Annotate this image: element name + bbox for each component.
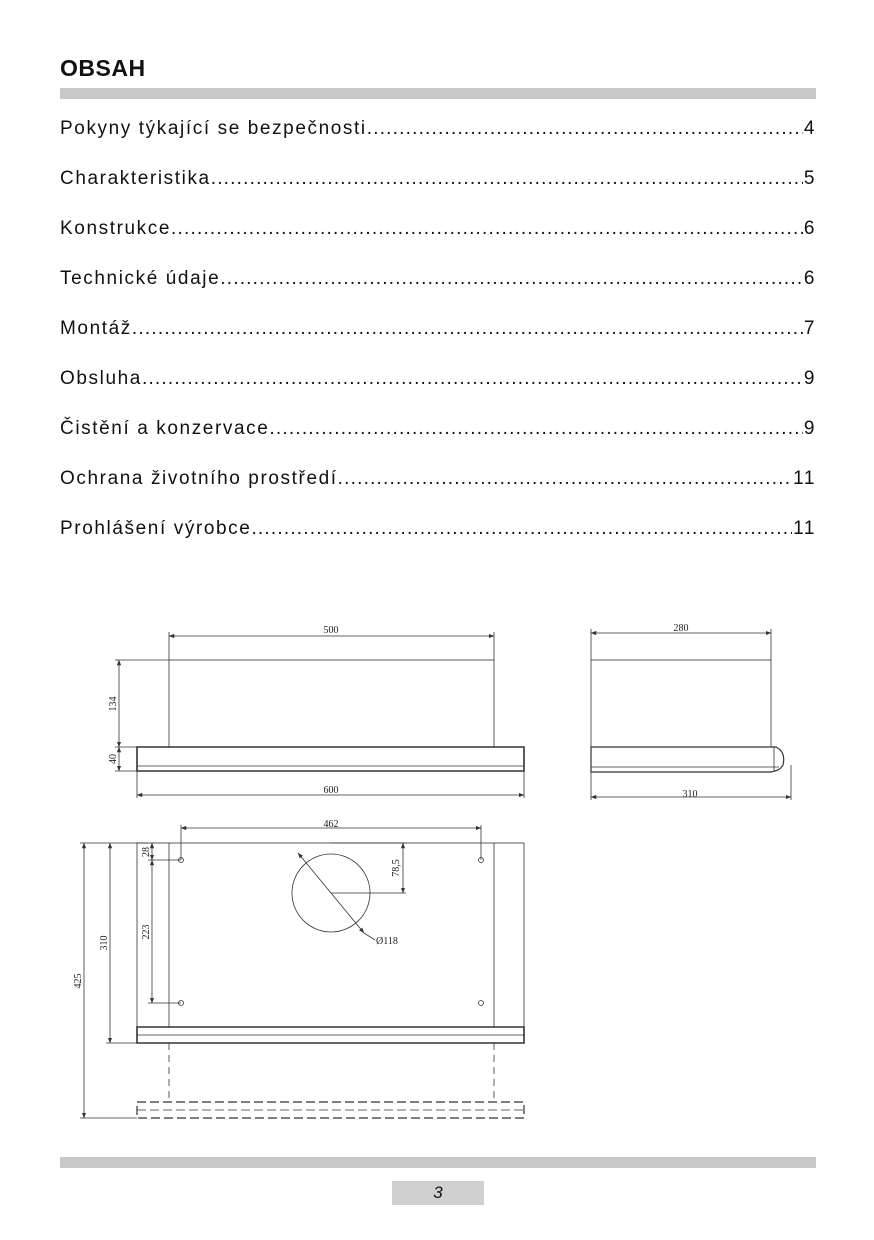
toc-entry-label: Charakteristika — [60, 168, 211, 189]
dim-label-425: 425 — [73, 973, 84, 989]
toc-entry-label: Prohlášení výrobce — [60, 518, 252, 539]
front-panel-outline — [137, 747, 524, 771]
dim-label-78-5: 78,5 — [391, 859, 402, 877]
dim-label-310-plan: 310 — [99, 935, 110, 951]
side-body-outline — [591, 660, 771, 747]
plan-outline — [137, 843, 524, 1027]
dim-label-280: 280 — [673, 623, 689, 634]
toc-entry-page: 6 — [803, 268, 816, 289]
side-panel-outline — [591, 747, 784, 772]
dim-label-600: 600 — [323, 785, 339, 796]
toc-entry-label: Konstrukce — [60, 218, 172, 239]
toc-entry-page: 7 — [803, 318, 816, 339]
toc-entry-label: Čistění a konzervace — [60, 418, 270, 439]
page-title: OBSAH — [60, 55, 146, 81]
toc-entry-page: 11 — [793, 518, 816, 539]
dim-label-40: 40 — [108, 754, 119, 764]
front-view — [108, 625, 524, 798]
dim-label-223: 223 — [141, 924, 152, 940]
mounting-hole — [479, 1001, 484, 1006]
toc-entry-label: Technické údaje — [60, 268, 221, 289]
plan-view — [73, 819, 524, 1118]
dim-label-462: 462 — [323, 819, 339, 830]
dim-label-310-side: 310 — [682, 789, 698, 800]
dim-label-duct-diameter: Ø118 — [376, 936, 398, 947]
front-body-outline — [169, 660, 494, 747]
toc-entry-label: Obsluha — [60, 368, 142, 389]
toc-entry-page: 5 — [803, 168, 816, 189]
toc-entry-page: 6 — [803, 218, 816, 239]
toc-entry-label: Montáž — [60, 318, 132, 339]
toc-entry-label: Ochrana životního prostředí — [60, 468, 338, 489]
dim-label-28: 28 — [141, 847, 152, 857]
toc-entry-page: 4 — [803, 118, 816, 139]
footer-divider — [60, 1157, 816, 1168]
toc-entry-page: 11 — [793, 468, 816, 489]
page-number: 3 — [392, 1181, 484, 1205]
side-view — [591, 623, 791, 800]
toc-entry-label: Pokyny týkající se bezpečnosti — [60, 118, 367, 139]
dim-label-500: 500 — [323, 625, 339, 636]
toc-entry-page: 9 — [803, 368, 816, 389]
toc-entry-page: 9 — [803, 418, 816, 439]
dim-label-134: 134 — [108, 696, 119, 712]
